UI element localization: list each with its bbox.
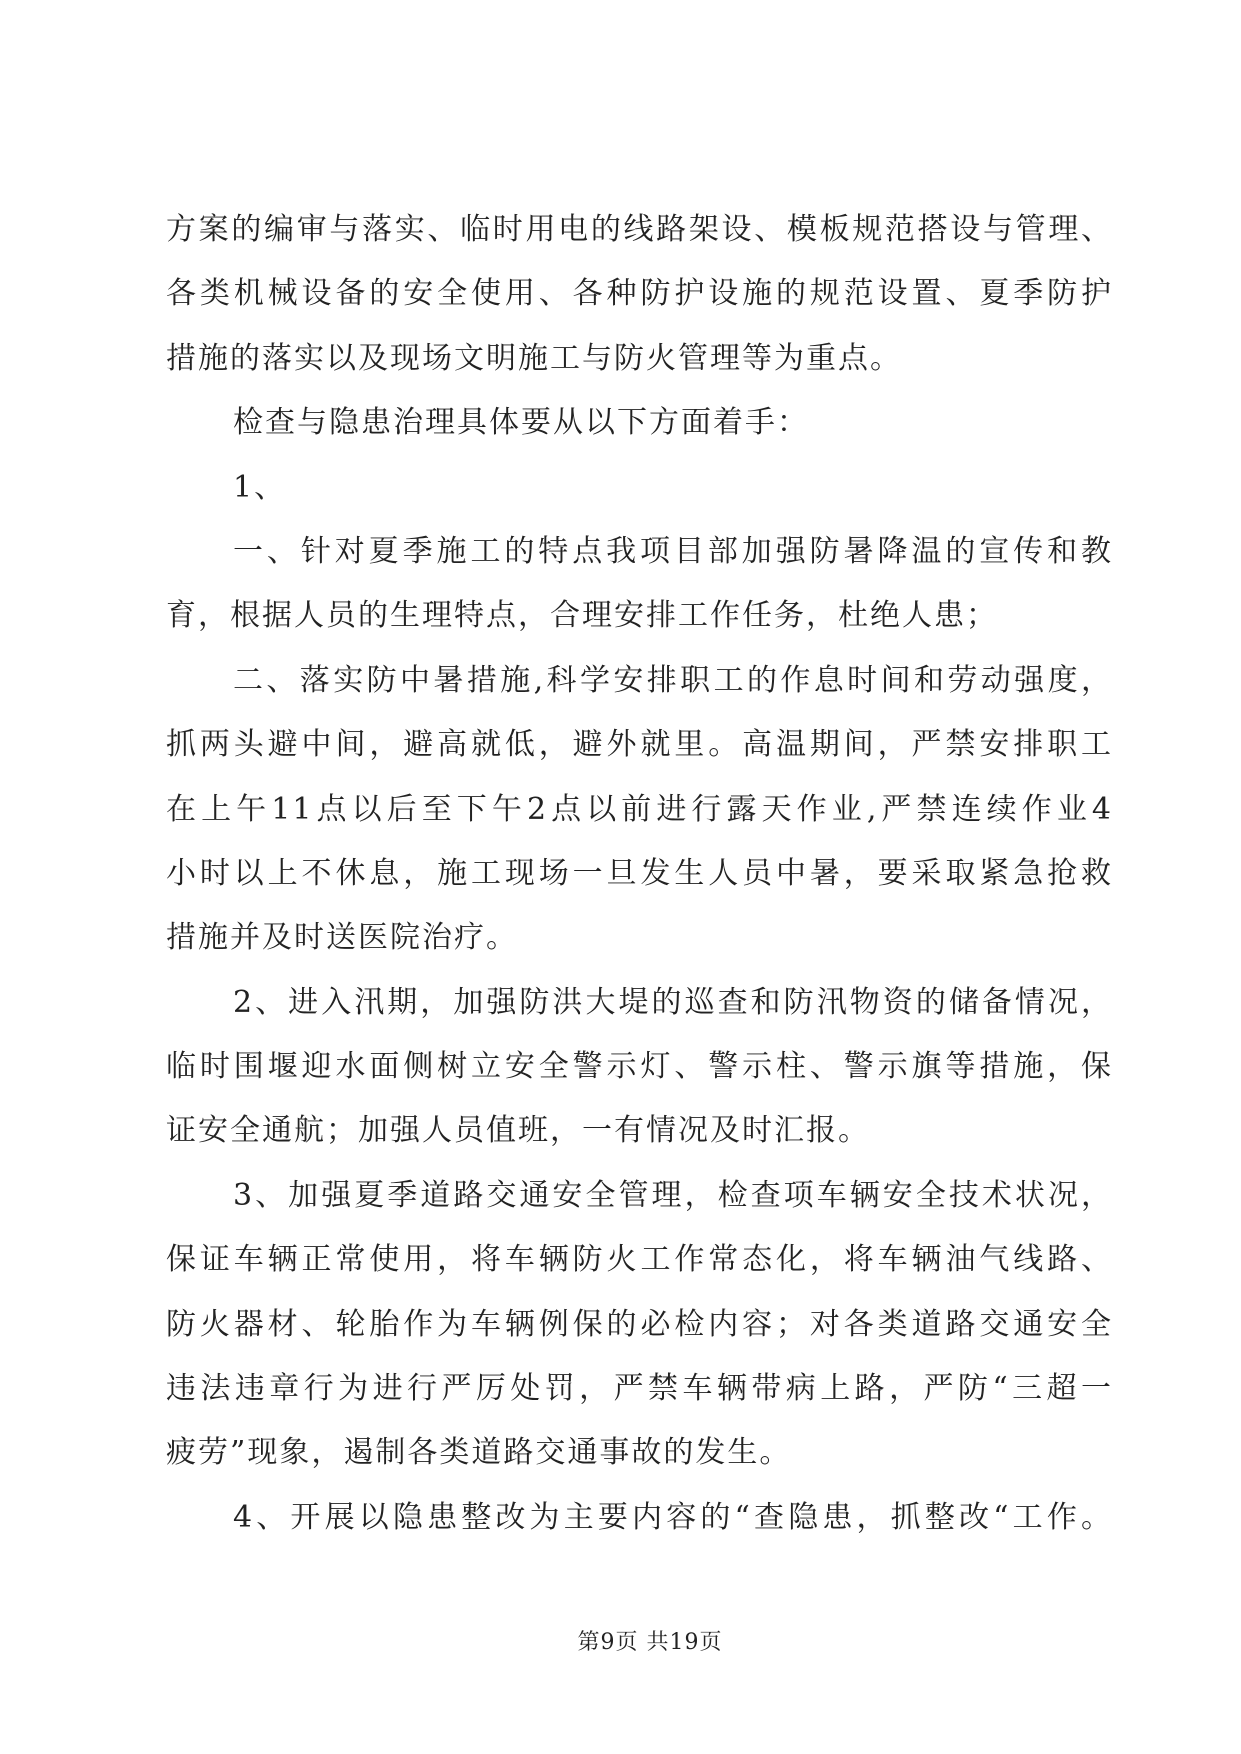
paragraph <box>166 391 1113 455</box>
paragraph <box>166 520 1113 649</box>
text-line: 疲劳”现象，遏制各类道路交通事故的发生。 <box>166 1435 792 1471</box>
text-line: 措施并及时送医院治疗。 <box>166 920 518 956</box>
text-line: 证安全通航；加强人员值班，一有情况及时汇报。 <box>166 1113 870 1149</box>
body-text <box>166 198 1113 1550</box>
text-line: 4、开展以隐患整改为主要内容的“查隐患，抓整改“工作。 <box>233 1499 1113 1535</box>
paragraph <box>166 1164 1113 1486</box>
text-line: 在上午11点以后至下午2点以前进行露天作业,严禁连续作业4 <box>166 791 1113 827</box>
paragraph <box>166 971 1113 1164</box>
text-line: 1、 <box>233 469 287 505</box>
paragraph <box>166 1486 1113 1550</box>
text-line: 检查与隐患治理具体要从以下方面着手： <box>233 405 809 441</box>
paragraph <box>166 198 1113 391</box>
text-line: 临时围堰迎水面侧树立安全警示灯、警示柱、警示旗等措施，保 <box>166 1049 1113 1085</box>
text-line: 保证车辆正常使用，将车辆防火工作常态化，将车辆油气线路、 <box>166 1242 1113 1278</box>
text-line: 小时以上不休息，施工现场一旦发生人员中暑，要采取紧急抢救 <box>166 855 1113 891</box>
paragraph <box>166 456 1113 520</box>
text-line: 二、落实防中暑措施,科学安排职工的作息时间和劳动强度， <box>233 662 1113 698</box>
page-footer: 第9页 共19页 <box>577 1630 723 1655</box>
text-line: 措施的落实以及现场文明施工与防火管理等为重点。 <box>166 340 902 376</box>
text-line: 育，根据人员的生理特点，合理安排工作任务，杜绝人患； <box>166 598 998 634</box>
text-line: 抓两头避中间，避高就低，避外就里。高温期间，严禁安排职工 <box>166 727 1113 763</box>
text-line: 一、针对夏季施工的特点我项目部加强防暑降温的宣传和教 <box>233 533 1113 569</box>
text-line: 各类机械设备的安全使用、各种防护设施的规范设置、夏季防护 <box>166 276 1113 312</box>
text-line: 2、进入汛期，加强防洪大堤的巡查和防汛物资的储备情况， <box>233 984 1113 1020</box>
text-line: 违法违章行为进行严厉处罚，严禁车辆带病上路，严防“三超一 <box>166 1371 1113 1407</box>
text-line: 3、加强夏季道路交通安全管理，检查项车辆安全技术状况， <box>233 1177 1113 1213</box>
text-line: 方案的编审与落实、临时用电的线路架设、模板规范搭设与管理、 <box>166 212 1113 247</box>
text-line: 防火器材、轮胎作为车辆例保的必检内容；对各类道路交通安全 <box>166 1306 1113 1342</box>
paragraph <box>166 649 1113 971</box>
